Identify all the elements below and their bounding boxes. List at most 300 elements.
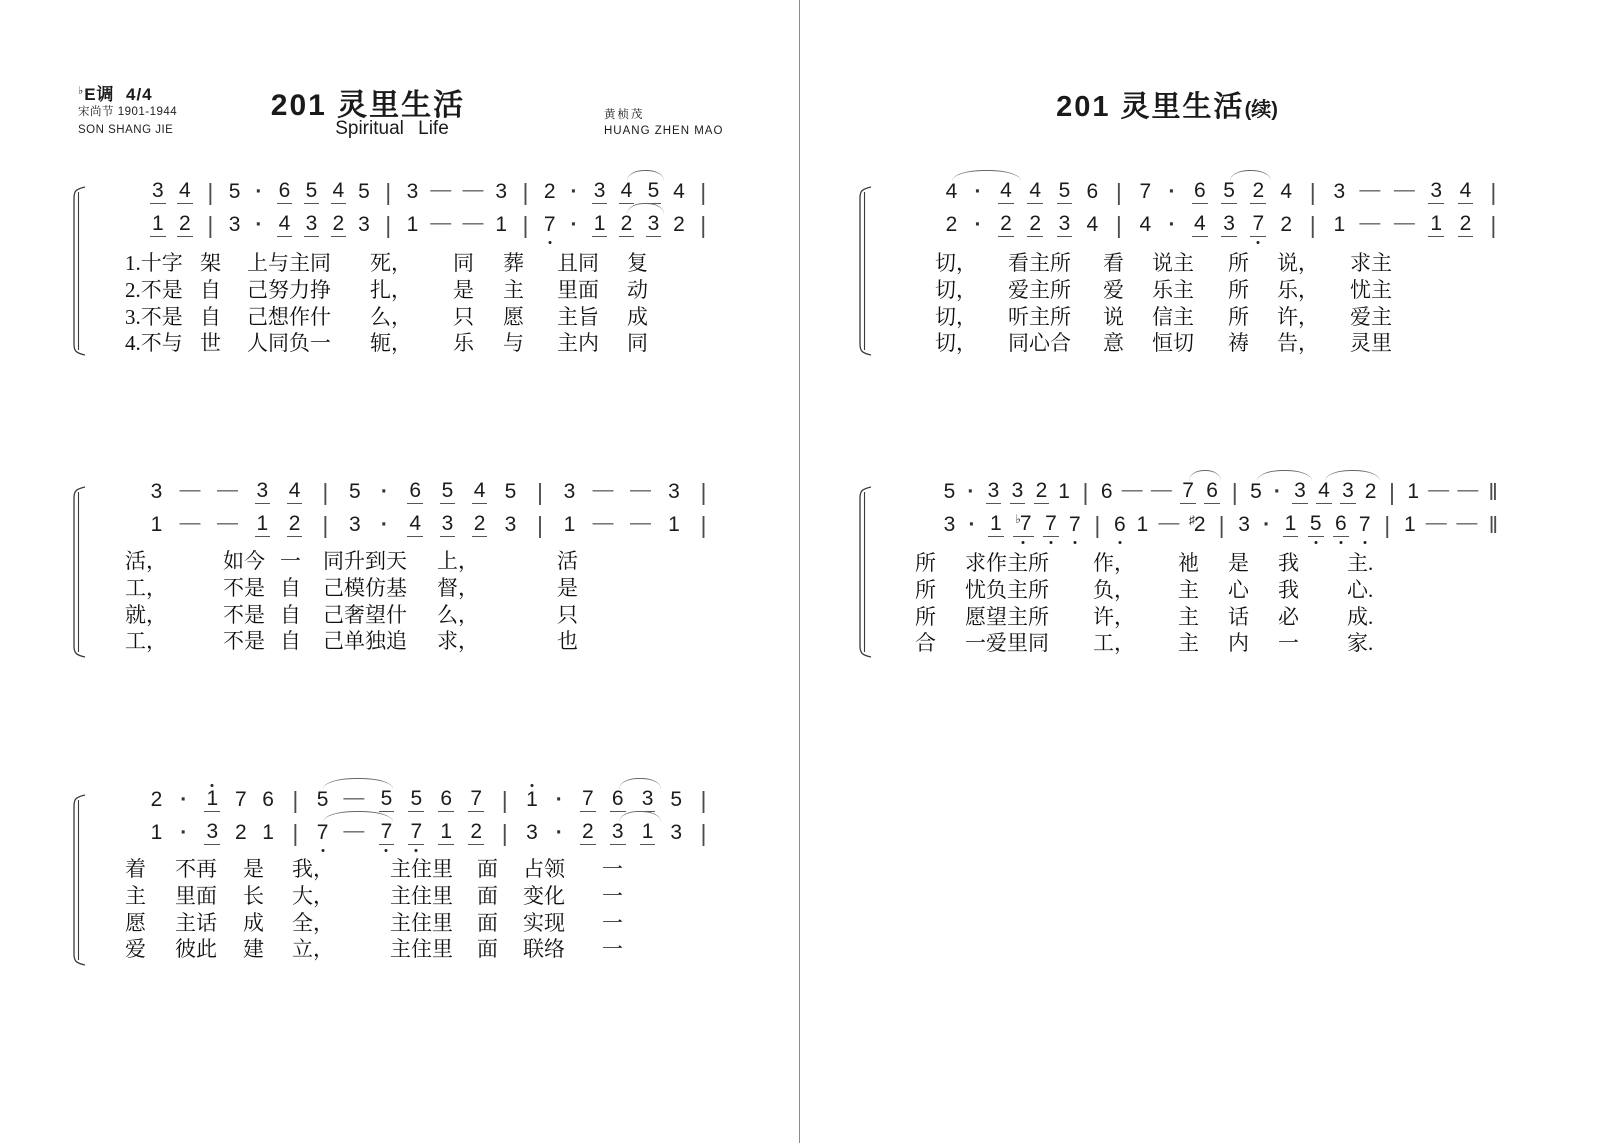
note-number: 1 — [990, 512, 1002, 535]
note-number: 7 — [1250, 213, 1266, 237]
lyric-syllable: 4.不与 — [125, 331, 183, 356]
note-number: 7 — [543, 213, 556, 237]
octave-dot-above — [211, 784, 214, 787]
barline: | — [522, 212, 529, 238]
note-number: ♯2 — [1188, 513, 1206, 536]
barline: | — [536, 479, 543, 505]
system-bracket — [852, 486, 874, 658]
note-number: 3 — [641, 787, 654, 810]
note-number: 7 — [408, 821, 424, 845]
lyric-syllable: 主住里 — [390, 857, 453, 881]
note-number: 2 — [1029, 212, 1042, 235]
note-number: 3 — [1011, 479, 1024, 502]
lyric-syllable: 是 — [243, 857, 264, 881]
lyric-syllable: 合 — [915, 631, 936, 656]
lyric-syllable: 一 — [602, 910, 623, 935]
augmentation-dot: · — [570, 180, 578, 203]
lyric-syllable: 一 — [602, 857, 623, 881]
barline: | — [1082, 479, 1089, 505]
lyric-row — [125, 856, 642, 883]
lyric-syllable: 主住里 — [390, 883, 453, 908]
note-number: 6 — [1100, 480, 1113, 503]
lyric-syllable: 求， — [437, 629, 479, 654]
lyricist-en: HUANG ZHEN MAO — [604, 125, 724, 137]
note-number: 3 — [358, 213, 370, 236]
lyric-syllable: 轭， — [370, 331, 412, 356]
lyric-syllable: 意 — [1103, 331, 1124, 356]
lyric-syllable: 愿 — [503, 304, 524, 329]
lyric-row — [915, 604, 1387, 631]
lyric-syllable: 心 — [1228, 577, 1249, 602]
lyric-syllable: 一 — [1278, 631, 1299, 656]
lyric-syllable: 主住里 — [390, 910, 453, 935]
jianpu-line — [943, 507, 1500, 537]
jianpu-line — [943, 474, 1500, 504]
note-number: 4 — [619, 180, 635, 204]
note-number: 2 — [332, 212, 345, 235]
duration-dash: — — [343, 819, 365, 842]
duration-dash: — — [179, 511, 201, 534]
barline: ‖ — [1488, 479, 1498, 505]
duration-dash: — — [462, 211, 484, 234]
lyric-syllable: 心. — [1347, 577, 1374, 602]
note-number: 1 — [150, 821, 163, 844]
jianpu-line — [945, 207, 1500, 237]
note-number: 7 — [1180, 480, 1196, 504]
lyric-syllable: 成 — [243, 910, 264, 935]
note-number: 3 — [256, 479, 269, 502]
augmentation-dot: · — [555, 788, 563, 811]
barline: | — [536, 512, 543, 538]
duration-dash: — — [1425, 511, 1447, 534]
jianpu-line — [150, 174, 710, 204]
note-number: 4 — [409, 512, 422, 535]
lyric-syllable: 么， — [370, 304, 412, 329]
note-number: 3 — [1223, 212, 1235, 235]
lyric-syllable: 联络 — [523, 937, 565, 962]
note-number: 3 — [1342, 479, 1354, 502]
lyric-syllable: 负， — [1093, 577, 1135, 602]
lyric-syllable: 信主 — [1152, 304, 1194, 329]
lyric-syllable: 主 — [1178, 577, 1199, 602]
note-number: 5 — [670, 788, 683, 811]
barline: | — [207, 179, 214, 205]
composer-cn: 宋尚节 1901-1944 — [78, 106, 178, 118]
lyric-syllable: 活 — [557, 549, 578, 573]
lyric-syllable: 死， — [370, 251, 412, 275]
lyric-syllable: 祷 — [1228, 331, 1249, 356]
note-number: 4 — [1086, 213, 1099, 236]
note-number: 2 — [1035, 479, 1048, 502]
note-number: 7 — [1043, 513, 1059, 537]
note-number: 4 — [1316, 480, 1332, 504]
lyric-syllable: 乐主 — [1152, 277, 1194, 302]
octave-dot-below — [548, 241, 551, 244]
lyric-syllable: 也 — [557, 629, 578, 654]
lyric-syllable: 自 — [200, 304, 221, 329]
lyric-syllable: 所 — [1228, 251, 1249, 275]
lyric-syllable: 2.不是 — [125, 277, 183, 302]
right-page-title: 201 灵里生活(续) — [1056, 91, 1278, 123]
note-number: 1 — [1284, 512, 1297, 535]
note-number: 6 — [278, 179, 291, 202]
lyric-row — [125, 910, 642, 937]
note-number: ♭7 — [1013, 508, 1033, 537]
jianpu-line — [150, 207, 710, 237]
note-number: 4 — [1139, 213, 1152, 236]
duration-dash: — — [629, 478, 651, 501]
duration-dash: — — [629, 511, 651, 534]
lyric-syllable: 自 — [280, 575, 301, 600]
note-number: 3 — [1333, 180, 1346, 203]
duration-dash: — — [217, 478, 238, 501]
lyric-syllable: 上与主同 — [247, 251, 331, 275]
lyric-row — [125, 548, 597, 575]
note-number: 1 — [406, 213, 419, 236]
lyric-row — [125, 628, 597, 655]
note-number: 2 — [1280, 213, 1293, 236]
note-number: 6 — [440, 787, 453, 810]
octave-dot-below — [1339, 541, 1342, 544]
lyricist-block — [604, 108, 723, 138]
note-number: 2 — [1252, 179, 1265, 202]
duration-dash: — — [1150, 478, 1172, 501]
augmentation-dot: · — [380, 480, 388, 503]
lyric-syllable: 全， — [292, 910, 334, 935]
duration-dash: — — [179, 478, 201, 501]
lyric-syllable: 大， — [292, 883, 334, 908]
barline: | — [1309, 212, 1316, 238]
lyric-syllable: 乐， — [1277, 277, 1319, 302]
lyric-syllable: 听主所 — [1008, 304, 1071, 329]
augmentation-dot: · — [1168, 213, 1176, 236]
note-number: 7 — [1358, 513, 1371, 537]
lyric-row — [125, 330, 667, 357]
lyric-syllable: 看 — [1103, 251, 1124, 275]
lyric-syllable: 我 — [1278, 577, 1299, 602]
note-number: 2 — [470, 820, 483, 843]
lyric-syllable: 成. — [1347, 604, 1374, 629]
barline: | — [292, 820, 299, 846]
octave-dot-below — [1049, 541, 1052, 544]
note-number: 5 — [410, 787, 423, 810]
lyric-syllable: 活， — [125, 549, 167, 573]
note-number: 1 — [150, 513, 163, 536]
note-number: 3 — [987, 479, 1000, 502]
note-number: 4 — [473, 479, 486, 502]
lyric-row — [125, 602, 597, 629]
lyric-syllable: 主 — [1178, 604, 1199, 629]
note-number: 5 — [1308, 513, 1324, 537]
barline: | — [1218, 512, 1225, 538]
lyric-syllable: 忧主 — [1350, 277, 1392, 302]
octave-dot-below — [1257, 241, 1260, 244]
system-bracket — [66, 486, 88, 658]
note-number: 5 — [504, 480, 517, 503]
lyric-syllable: 长 — [243, 883, 264, 908]
jianpu-line — [150, 815, 710, 845]
lyric-syllable: 葬 — [503, 251, 524, 275]
lyric-syllable: 着 — [125, 857, 146, 881]
note-number: 7 — [235, 788, 247, 811]
note-number: 6 — [1193, 179, 1206, 202]
lyric-syllable: 己想作什 — [247, 304, 331, 329]
lyric-syllable: 看主所 — [1008, 251, 1071, 275]
augmentation-dot: · — [180, 821, 188, 844]
note-number: 6 — [262, 788, 274, 811]
note-number: 5 — [1221, 180, 1237, 204]
duration-dash: — — [1393, 211, 1415, 234]
lyric-syllable: 架 — [200, 251, 221, 275]
duration-dash: — — [1359, 178, 1381, 201]
lyric-syllable: 我， — [292, 857, 334, 881]
note-number: 2 — [178, 212, 191, 235]
augmentation-dot: · — [555, 821, 563, 844]
note-number: 1 — [593, 212, 606, 235]
note-number: 3 — [668, 480, 680, 503]
note-number: 1 — [1430, 212, 1443, 235]
lyric-syllable: 所 — [915, 604, 936, 629]
note-number: 4 — [178, 179, 191, 202]
note-number: 1 — [563, 513, 576, 536]
note-number: 6 — [1333, 513, 1349, 537]
lyric-syllable: 变化 — [523, 883, 565, 908]
lyric-syllable: 我 — [1278, 551, 1299, 575]
note-number: 6 — [1206, 479, 1218, 502]
lyrics-block — [125, 856, 642, 963]
note-number: 4 — [1029, 179, 1042, 202]
lyric-syllable: 说主 — [1152, 251, 1194, 275]
accidental: ♭ — [1015, 512, 1021, 526]
note-number: 2 — [945, 213, 958, 236]
lyric-syllable: 一 — [280, 549, 301, 573]
lyric-syllable: 己奢望什 — [323, 602, 407, 627]
lyric-syllable: 只 — [453, 304, 474, 329]
note-number: 4 — [332, 179, 345, 202]
note-number: 1 — [204, 788, 220, 812]
note-number: 3 — [1238, 513, 1250, 536]
note-number: 3 — [152, 179, 164, 202]
barline: | — [700, 479, 707, 505]
key-signature: ♭E调 4/4 — [78, 85, 153, 104]
jianpu-line — [150, 507, 710, 537]
note-number: 5 — [228, 180, 241, 203]
time-signature: 4/4 — [126, 85, 153, 104]
barline: | — [1490, 212, 1497, 238]
augmentation-dot: · — [255, 213, 263, 236]
lyric-syllable: 动 — [627, 277, 648, 302]
note-number: 6 — [409, 479, 422, 502]
lyric-row — [935, 250, 1405, 277]
lyric-syllable: 忧负主所 — [965, 577, 1049, 602]
lyric-syllable: 所 — [1228, 277, 1249, 302]
lyric-syllable: 内 — [1228, 631, 1249, 656]
lyric-syllable: 祂 — [1178, 551, 1199, 575]
note-number: 2 — [1459, 212, 1472, 235]
jianpu-system — [150, 474, 710, 540]
note-number: 7 — [581, 787, 594, 810]
lyric-syllable: 愿 — [125, 910, 146, 935]
flat-sign: ♭ — [78, 85, 85, 97]
note-number: 4 — [1459, 179, 1472, 202]
lyric-syllable: 一爱里同 — [965, 631, 1049, 656]
barline: | — [322, 479, 329, 505]
barline: | — [501, 820, 508, 846]
lyric-syllable: 是 — [1228, 551, 1249, 575]
note-number: 5 — [380, 787, 393, 810]
lyric-syllable: 主 — [503, 277, 524, 302]
lyric-syllable: 主住里 — [390, 937, 453, 962]
barline: | — [1115, 212, 1122, 238]
note-number: 4 — [1280, 180, 1293, 203]
duration-dash: — — [1393, 178, 1415, 201]
lyric-syllable: 说， — [1277, 251, 1319, 275]
note-number: 2 — [673, 213, 685, 236]
note-number: 3 — [610, 821, 626, 845]
note-number: 4 — [288, 479, 301, 502]
lyric-syllable: 一 — [602, 937, 623, 962]
note-number: 3 — [1294, 479, 1306, 502]
lyric-syllable: 里面 — [175, 883, 217, 908]
lyric-syllable: 上， — [437, 549, 479, 573]
lyric-syllable: 1.十字 — [125, 251, 183, 275]
duration-dash: — — [462, 178, 484, 201]
lyric-syllable: 工， — [1093, 631, 1135, 656]
lyric-syllable: 面 — [477, 910, 498, 935]
lyric-syllable: 求主 — [1350, 251, 1392, 275]
system-bracket — [66, 794, 88, 966]
augmentation-dot: · — [974, 213, 982, 236]
lyric-syllable: 就， — [125, 602, 167, 627]
lyric-syllable: 切， — [935, 331, 977, 356]
lyric-syllable: 是 — [557, 575, 578, 600]
note-number: 4 — [278, 212, 291, 235]
lyric-row — [125, 304, 667, 331]
lyric-syllable: 是 — [453, 277, 474, 302]
lyric-syllable: 同心合 — [1008, 331, 1071, 356]
note-number: 3 — [406, 180, 419, 203]
lyric-syllable: 面 — [477, 937, 498, 962]
note-number: 3 — [647, 212, 660, 235]
lyric-syllable: 必 — [1278, 604, 1299, 629]
lyric-syllable: 且同 — [557, 251, 599, 275]
lyric-syllable: 如今 — [223, 549, 265, 573]
duration-dash: — — [592, 478, 614, 501]
note-number: 4 — [1193, 212, 1206, 235]
barline: | — [207, 212, 214, 238]
lyric-syllable: 不是 — [223, 602, 265, 627]
note-number: 3 — [495, 180, 508, 203]
octave-dot-below — [1022, 541, 1025, 544]
lyric-syllable: 人同负一 — [247, 331, 331, 356]
note-number: 3 — [563, 480, 576, 503]
note-number: 1 — [1058, 480, 1070, 503]
lyric-syllable: 不再 — [175, 857, 217, 881]
lyric-syllable: 不是 — [223, 575, 265, 600]
note-number: 1 — [440, 820, 453, 843]
note-number: 1 — [1333, 213, 1346, 236]
note-number: 5 — [305, 179, 318, 202]
barline: | — [700, 787, 707, 813]
lyric-syllable: 切， — [935, 304, 977, 329]
note-number: 2 — [235, 821, 247, 844]
note-number: 1 — [525, 788, 538, 812]
augmentation-dot: · — [180, 788, 188, 811]
note-number: 3 — [526, 821, 538, 844]
note-number: 4 — [1000, 179, 1012, 202]
barline: | — [1115, 179, 1122, 205]
barline: | — [700, 212, 707, 238]
note-number: 5 — [647, 179, 660, 202]
duration-dash: — — [343, 786, 365, 809]
barline: | — [1094, 512, 1101, 538]
lyric-syllable: 面 — [477, 857, 498, 881]
barline: | — [1388, 479, 1395, 505]
lyric-syllable: 世 — [200, 331, 221, 356]
note-number: 1 — [152, 212, 164, 235]
barline: | — [501, 787, 508, 813]
lyric-syllable: 工， — [125, 629, 167, 654]
lyric-syllable: 作， — [1093, 551, 1135, 575]
lyric-syllable: 自 — [200, 277, 221, 302]
duration-dash: — — [1359, 211, 1381, 234]
barline: | — [292, 787, 299, 813]
page-divider — [799, 0, 800, 1143]
lyric-syllable: 不是 — [223, 629, 265, 654]
duration-dash: — — [430, 178, 452, 201]
note-number: 3 — [1058, 212, 1071, 235]
note-number: 2 — [581, 820, 594, 843]
lyric-syllable: 所 — [915, 577, 936, 602]
lyric-syllable: 只 — [557, 602, 578, 627]
lyric-syllable: 己努力挣 — [247, 277, 331, 302]
lyric-syllable: 同 — [627, 331, 648, 356]
lyric-syllable: 实现 — [523, 910, 565, 935]
duration-dash: — — [217, 511, 238, 534]
note-number: 7 — [470, 787, 483, 810]
jianpu-line — [945, 174, 1500, 204]
lyric-syllable: 爱主所 — [1008, 277, 1071, 302]
lyric-syllable: 己单独追 — [323, 629, 407, 654]
lyric-syllable: 家. — [1347, 631, 1374, 656]
note-number: 3 — [943, 513, 956, 536]
augmentation-dot: · — [1273, 480, 1281, 503]
note-number: 1 — [668, 513, 680, 536]
lyric-syllable: 主话 — [175, 910, 217, 935]
lyric-syllable: 切， — [935, 277, 977, 302]
left-page-subtitle: Spiritual Life — [335, 118, 449, 139]
lyric-syllable: 彼此 — [175, 937, 217, 962]
barline: | — [700, 179, 707, 205]
note-number: 4 — [673, 180, 685, 203]
note-number: 3 — [228, 213, 241, 236]
lyric-syllable: 自 — [280, 629, 301, 654]
lyric-row — [125, 883, 642, 910]
note-number: 2 — [1000, 212, 1012, 235]
note-number: 2 — [473, 512, 486, 535]
note-number: 5 — [358, 180, 370, 203]
lyric-syllable: 爱 — [125, 937, 146, 962]
augmentation-dot: · — [967, 480, 975, 503]
duration-dash: — — [1457, 478, 1479, 501]
octave-dot-below — [321, 849, 324, 852]
lyric-syllable: 3.不是 — [125, 304, 183, 329]
lyric-syllable: 面 — [477, 883, 498, 908]
lyric-syllable: 所 — [1228, 304, 1249, 329]
note-number: 5 — [349, 480, 361, 503]
lyric-syllable: 话 — [1228, 604, 1249, 629]
composer-en: SON SHANG JIE — [78, 124, 174, 136]
